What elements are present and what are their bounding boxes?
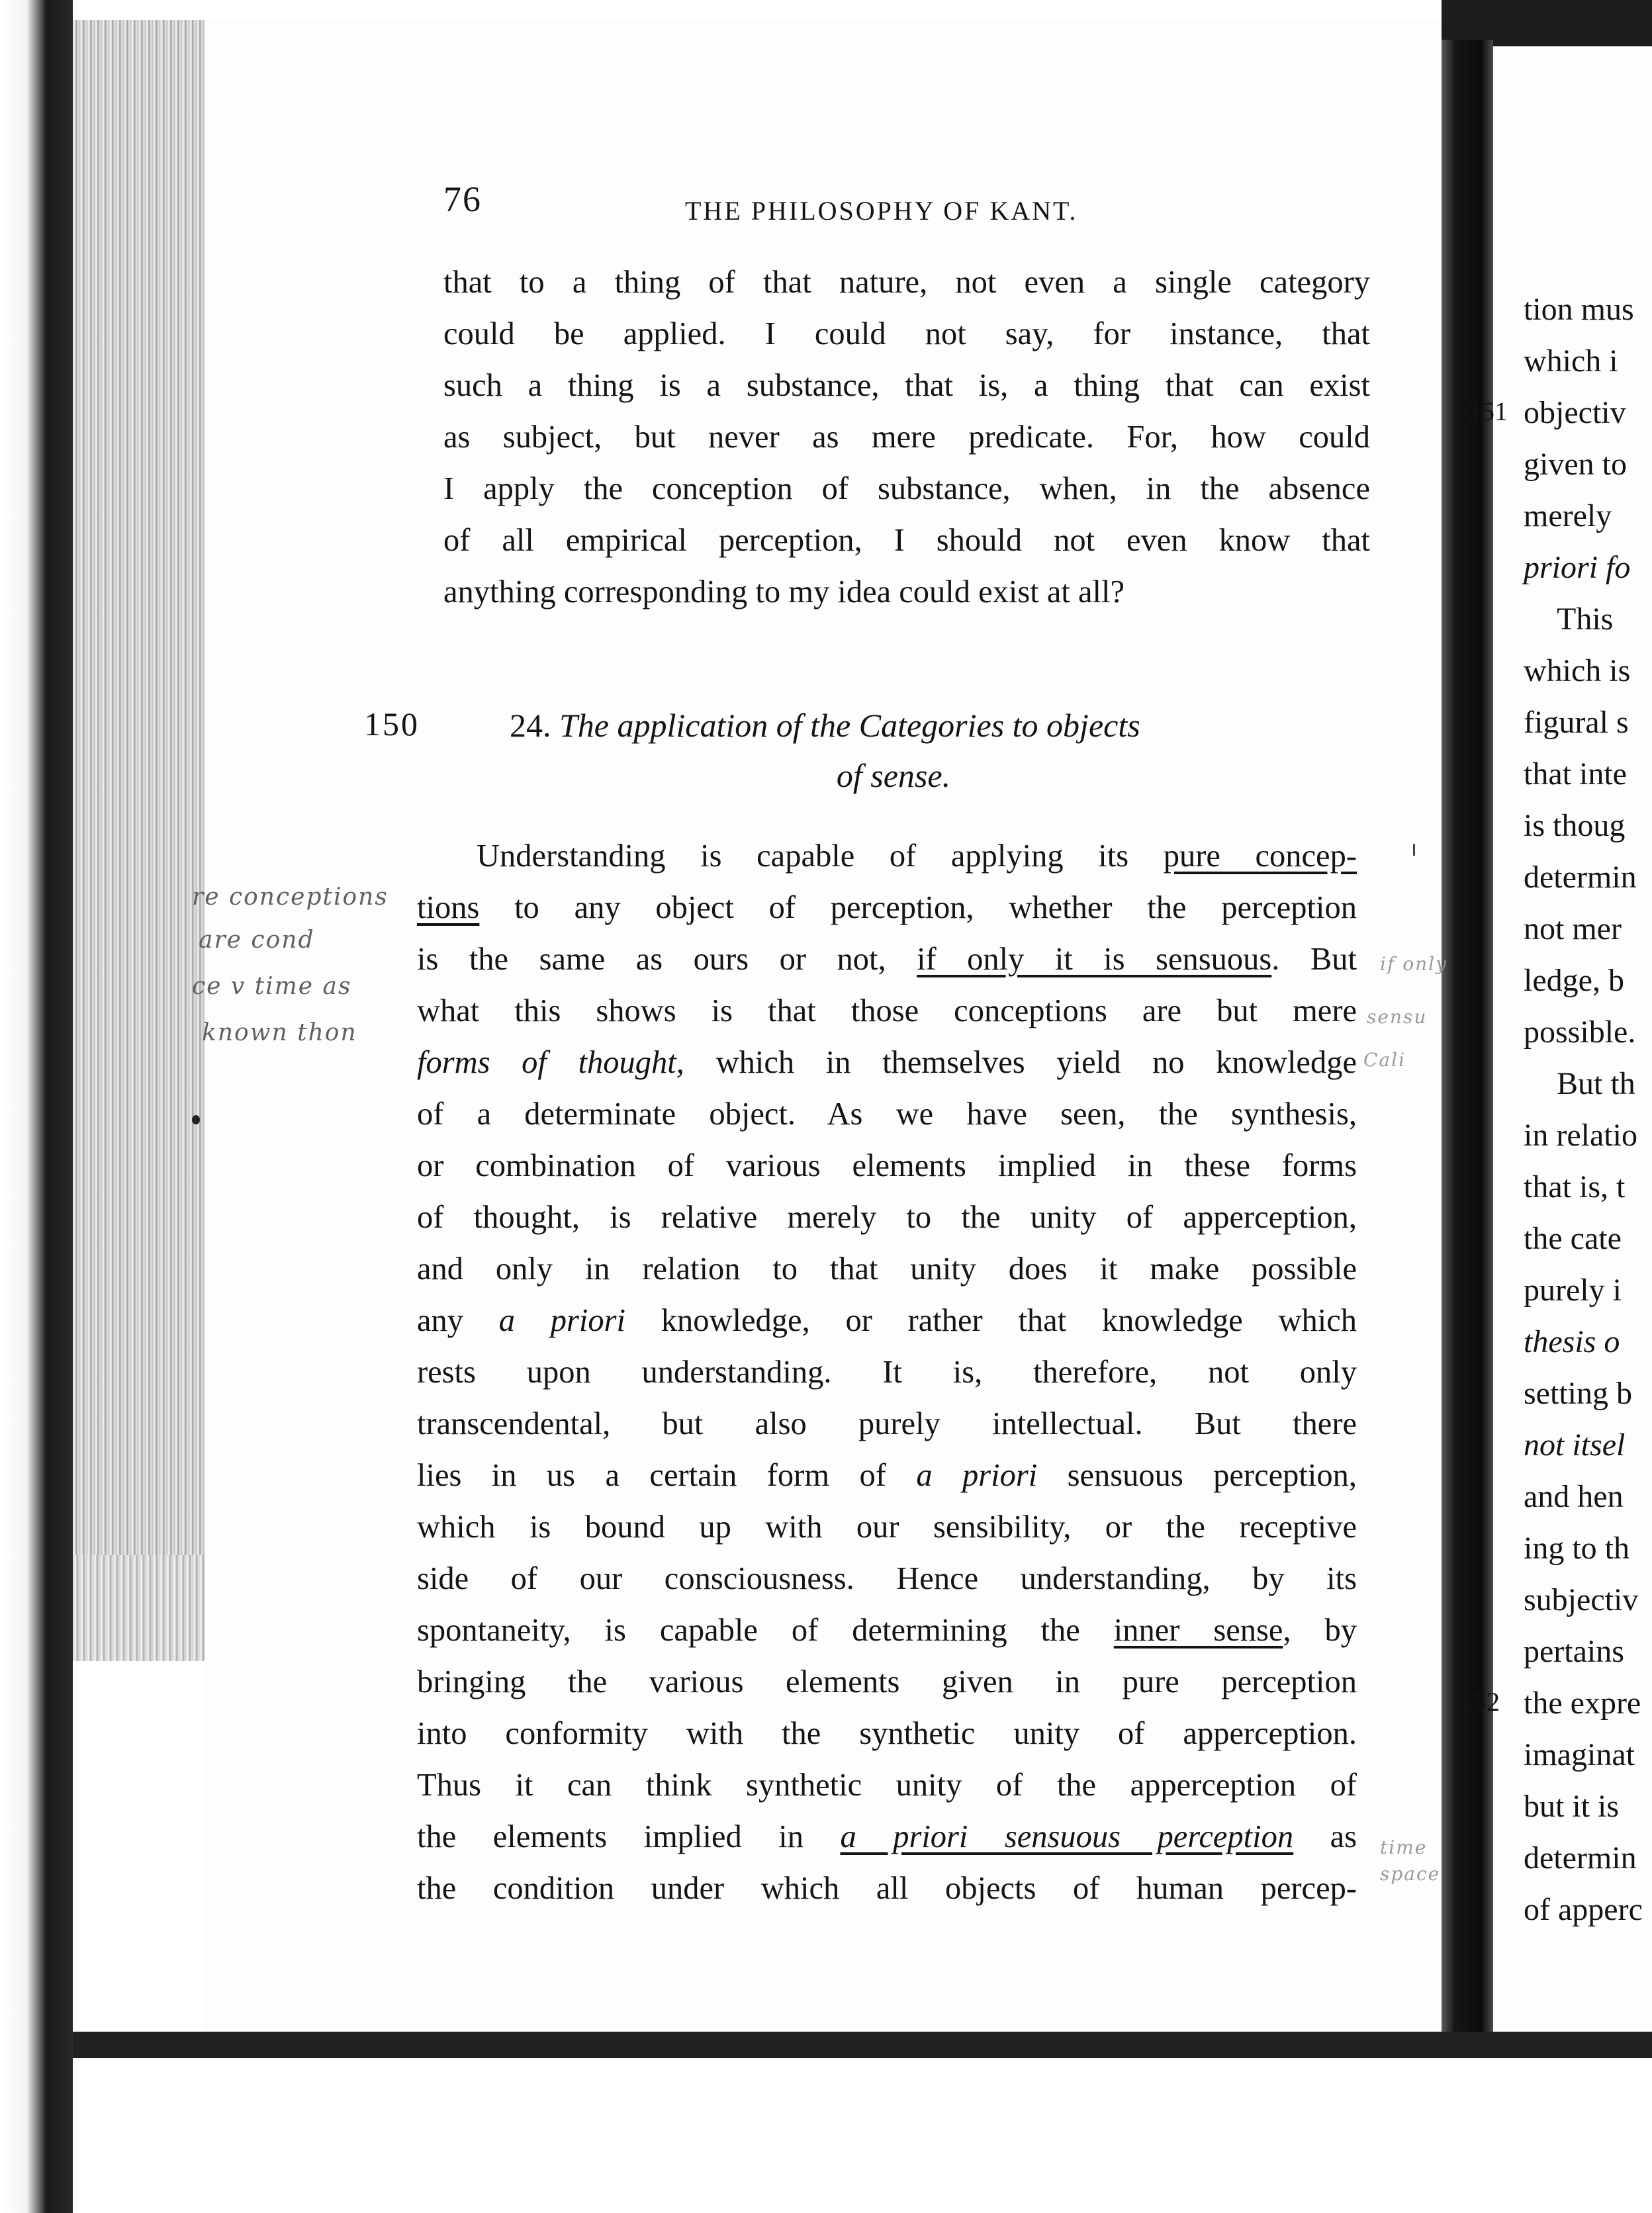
text-line: lies in us a certain form of a priori sensuous perception, (417, 1458, 1357, 1493)
text-line: the elements implied in a priori sensuous perception as (417, 1819, 1357, 1854)
facing-line: purely i (1524, 1273, 1622, 1308)
text-line: spontaneity, is capable of determining the inner sense, by (417, 1613, 1357, 1648)
facing-line: given to (1524, 447, 1627, 482)
underlined-phrase: inner sense (1113, 1613, 1283, 1648)
ink-mark (1413, 844, 1415, 856)
facing-line: that is, t (1524, 1169, 1626, 1204)
facing-line: tion mus (1524, 292, 1634, 327)
text-line: could be applied. I could not say, for instance, that (443, 316, 1370, 351)
text-line: tions to any object of perception, whether the perception (417, 890, 1357, 925)
book-page-edges (73, 20, 205, 1555)
underlined-phrase: if only it is sensuous (917, 942, 1272, 977)
text-line: is the same as ours or not, if only it is sensuous. But (417, 942, 1357, 977)
facing-line: determin (1524, 860, 1637, 895)
facing-line: thesis o (1524, 1324, 1620, 1359)
facing-line: of apperc (1524, 1892, 1643, 1927)
text-line: anything corresponding to my idea could exist at all? (443, 574, 1125, 610)
facing-line: subjectiv (1524, 1582, 1639, 1617)
text-line: and only in relation to that unity does it make possible (417, 1251, 1357, 1287)
text-line: transcendental, but also purely intellectual. But there (417, 1406, 1357, 1441)
text-line: rests upon understanding. It is, therefore, not only (417, 1355, 1357, 1390)
text-line: of thought, is relative merely to the unity of apperception, (417, 1200, 1357, 1235)
text-line: as subject, but never as mere predicate. For, how could (443, 420, 1370, 455)
facing-margin-number: 152 (1460, 1687, 1500, 1717)
handwritten-note: time (1380, 1836, 1428, 1858)
scan-left-edge (0, 0, 73, 2213)
facing-margin-number: 151 (1468, 396, 1508, 426)
handwritten-note: known thon (202, 1019, 357, 1046)
handwritten-note: re conceptions (192, 883, 389, 911)
text-line: any a priori knowledge, or rather that knowledge which (417, 1303, 1357, 1338)
facing-page (1493, 46, 1652, 2032)
section-title-line2: of sense. (836, 757, 951, 794)
facing-line: merely (1524, 498, 1612, 533)
text-line: that to a thing of that nature, not even a single category (443, 265, 1370, 300)
facing-line: imaginat (1524, 1737, 1635, 1772)
opening-paragraph (443, 257, 1370, 618)
scan-bottom-strip (73, 2058, 1652, 2213)
handwritten-note: are cond (199, 926, 315, 954)
text-line: Thus it can think synthetic unity of the apperception of (417, 1768, 1357, 1803)
handwritten-note: sensu (1367, 1006, 1428, 1028)
text-line: forms of thought, which in themselves yield no knowledge (417, 1045, 1357, 1080)
facing-line: is thoug (1524, 808, 1626, 843)
facing-line: not itsel (1524, 1427, 1626, 1463)
handwritten-note: Cali (1363, 1049, 1406, 1071)
facing-line: figural s (1524, 705, 1629, 740)
page-number: 76 (443, 179, 482, 219)
section-number: 24. (510, 707, 551, 744)
facing-line: setting b (1524, 1376, 1632, 1411)
facing-line: This (1557, 602, 1614, 637)
text-line: what this shows is that those conceptions are but mere (417, 993, 1357, 1028)
text-line: the condition under which all objects of human percep- (417, 1871, 1357, 1906)
book-gutter (1442, 40, 1493, 2032)
facing-line: But th (1557, 1066, 1635, 1101)
handwritten-note: space (1380, 1863, 1441, 1885)
text-line: such a thing is a substance, that is, a thing that can exist (443, 368, 1370, 403)
facing-line: pertains (1524, 1634, 1624, 1669)
text-line: side of our consciousness. Hence understanding, by its (417, 1561, 1357, 1596)
facing-line: priori fo (1524, 550, 1631, 585)
section-title-line1: The application of the Categories to objects (559, 707, 1140, 744)
facing-line: not mer (1524, 911, 1622, 946)
text-line: which is bound up with our sensibility, or the receptive (417, 1510, 1357, 1545)
handwritten-note: if only (1380, 953, 1447, 975)
facing-line: which is (1524, 653, 1631, 688)
facing-line: that inte (1524, 756, 1627, 791)
section-heading (510, 700, 1304, 801)
facing-line: the cate (1524, 1221, 1622, 1256)
text-line: Understanding is capable of applying its pure concep- (477, 838, 1357, 874)
text-line: I apply the conception of substance, when, in the absence (443, 471, 1370, 506)
underlined-phrase: tions (417, 890, 480, 925)
scan-bottom-shadow (73, 2032, 1652, 2058)
facing-line: determin (1524, 1840, 1637, 1875)
text-line: or combination of various elements implied in these forms (417, 1148, 1357, 1183)
text-line: of all empirical perception, I should not even know that (443, 523, 1370, 558)
facing-line: ing to th (1524, 1531, 1630, 1566)
handwritten-note: ce v time as (192, 973, 352, 1000)
book-page-edges-lower (73, 1555, 205, 1661)
facing-line: objectiv (1524, 395, 1626, 430)
facing-line: the expre (1524, 1686, 1641, 1721)
underlined-phrase: a priori sensuous perception (840, 1819, 1294, 1854)
facing-line: which i (1524, 343, 1618, 379)
running-head: THE PHILOSOPHY OF KANT. (685, 196, 1078, 226)
text-line: of a determinate object. As we have seen, the synthesis, (417, 1097, 1357, 1132)
ink-spot (192, 1115, 200, 1124)
underlined-phrase: pure concep- (1163, 838, 1357, 874)
facing-line: but it is (1524, 1789, 1620, 1824)
facing-line: and hen (1524, 1479, 1624, 1514)
text-line: into conformity with the synthetic unity of apperception. (417, 1716, 1357, 1751)
facing-line: ledge, b (1524, 963, 1624, 998)
facing-line: in relatio (1524, 1118, 1637, 1153)
facing-line: possible. (1524, 1015, 1636, 1050)
text-line: bringing the various elements given in pure perception (417, 1664, 1357, 1699)
main-paragraph (417, 831, 1357, 1915)
margin-section-number: 150 (364, 705, 420, 743)
